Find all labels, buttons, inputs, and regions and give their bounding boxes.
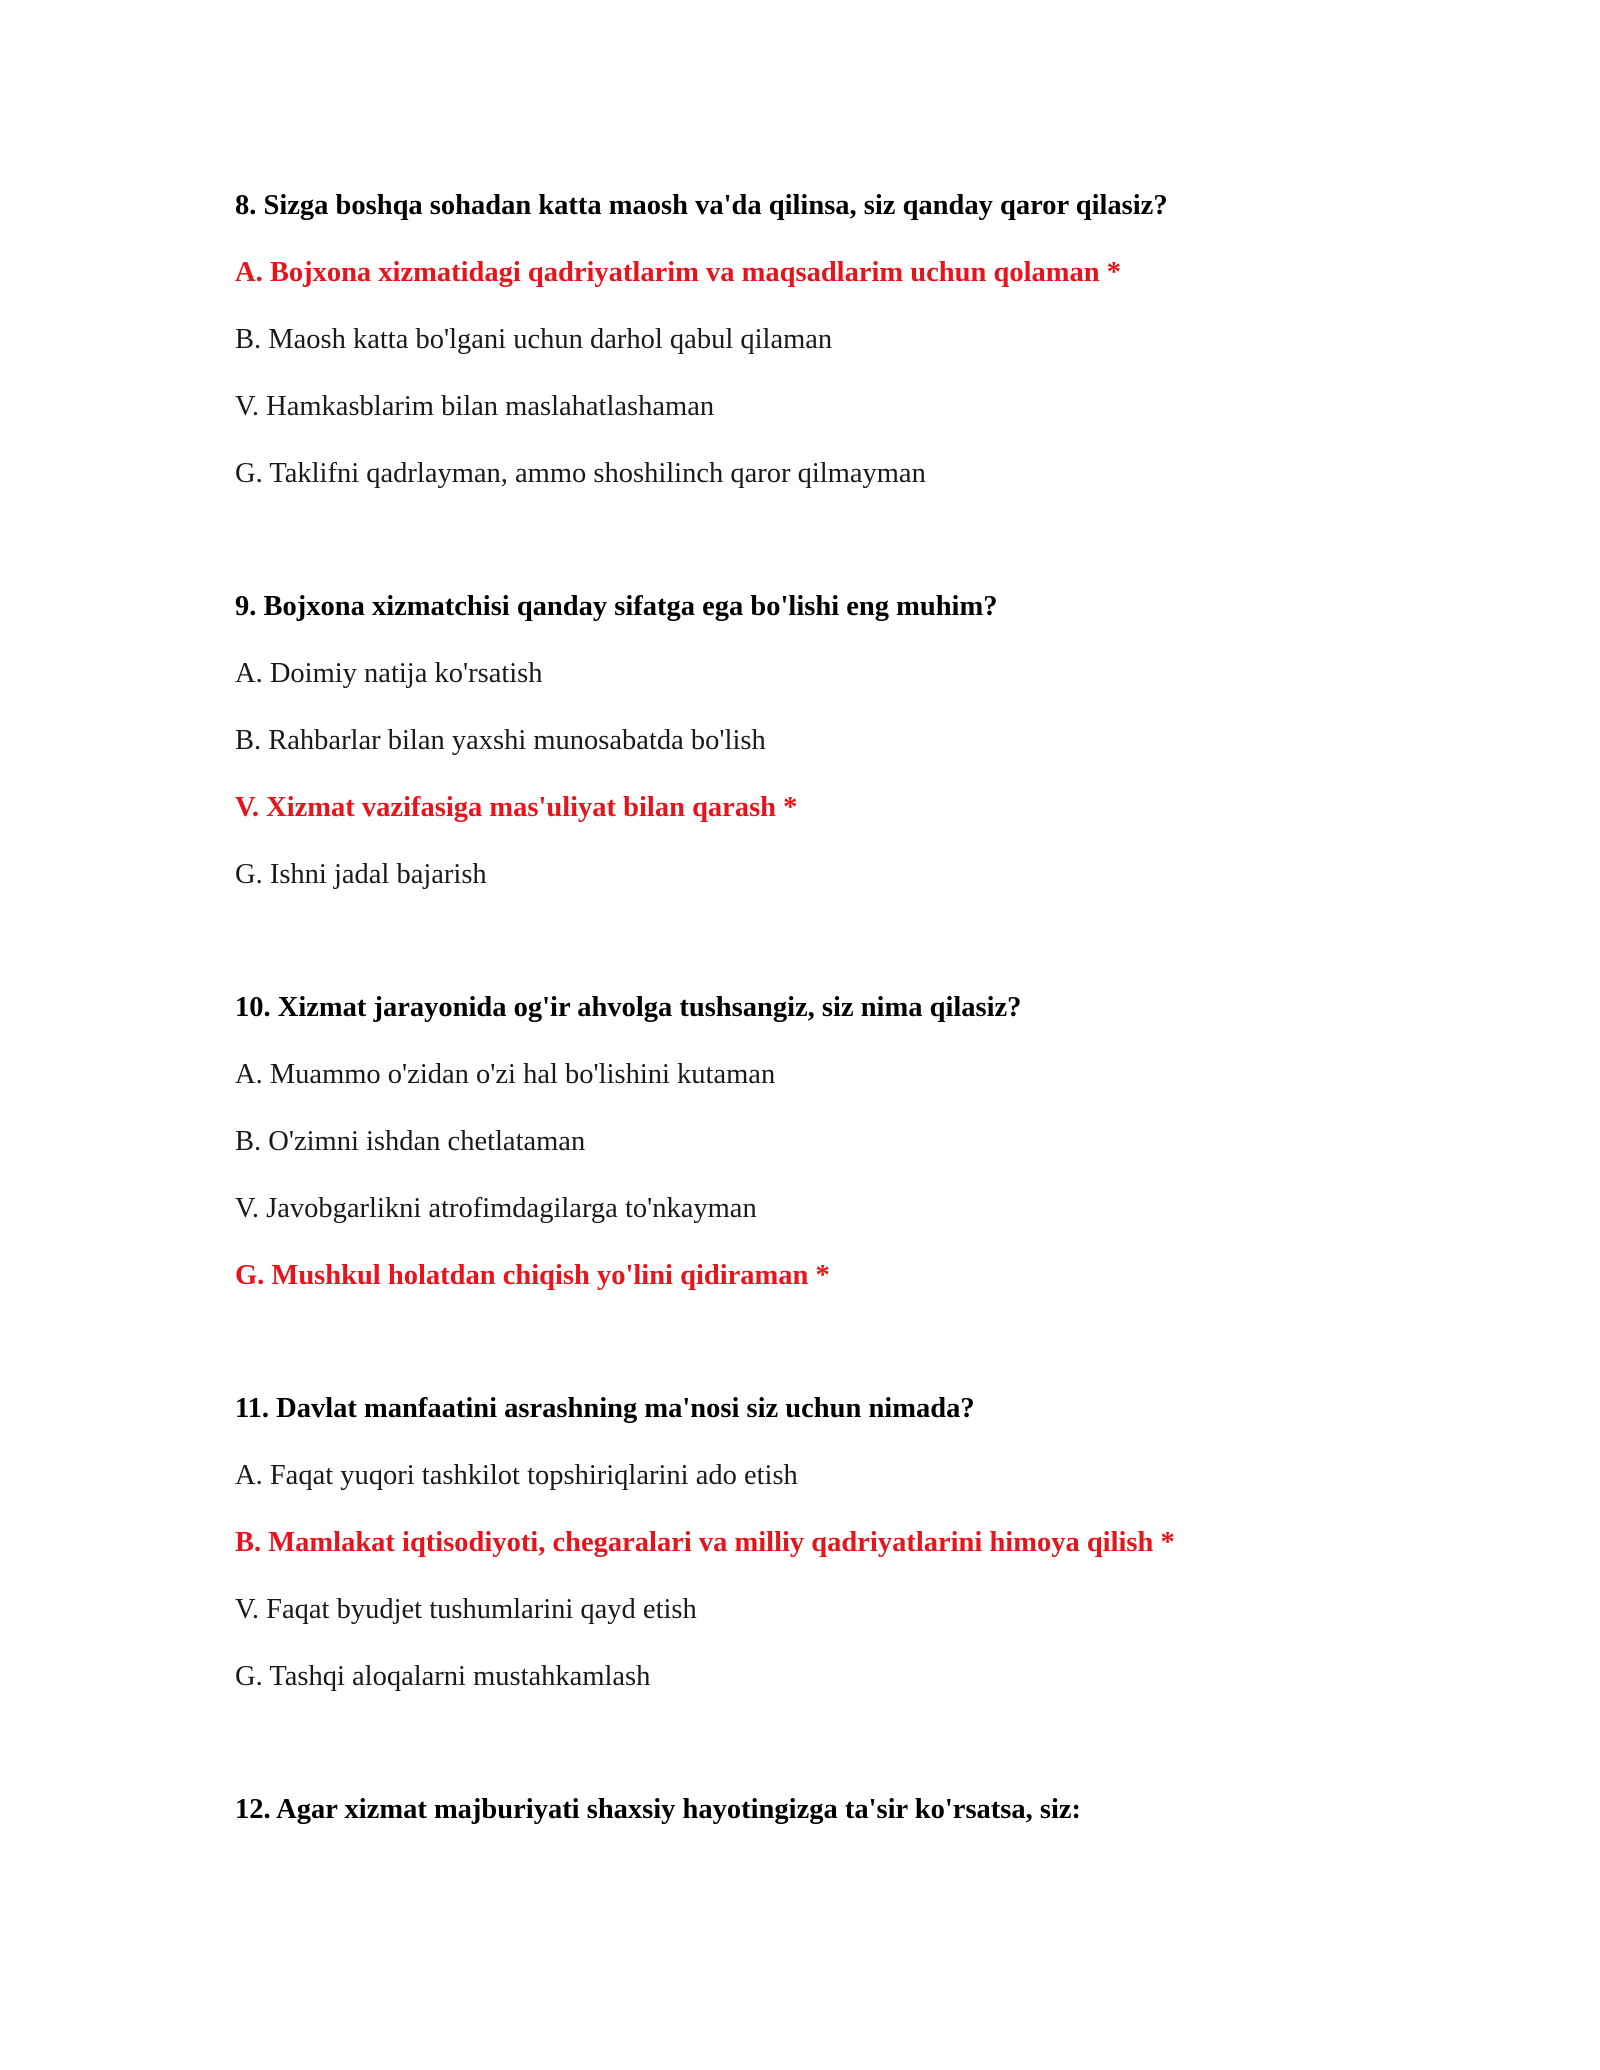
answer-option: B. Rahbarlar bilan yaxshi munosabatda bo'lish	[235, 725, 766, 756]
correct-answer-option: V. Xizmat vazifasiga mas'uliyat bilan qarash *	[235, 792, 798, 823]
answer-option: V. Hamkasblarim bilan maslahatlashaman	[235, 391, 715, 422]
correct-answer-option: A. Bojxona xizmatidagi qadriyatlarim va maqsadlarim uchun qolaman *	[235, 257, 1121, 288]
question-text: 8. Sizga boshqa sohadan katta maosh va'da qilinsa, siz qanday qaror qilasiz?	[235, 190, 1168, 221]
answer-option: A. Doimiy natija ko'rsatish	[235, 658, 543, 689]
answer-option: G. Taklifni qadrlayman, ammo shoshilinch qaror qilmayman	[235, 458, 926, 489]
answer-option: V. Faqat byudjet tushumlarini qayd etish	[235, 1594, 697, 1625]
answer-option: A. Muammo o'zidan o'zi hal bo'lishini kutaman	[235, 1059, 776, 1090]
question-text: 10. Xizmat jarayonida og'ir ahvolga tushsangiz, siz nima qilasiz?	[235, 992, 1022, 1023]
question-text: 11. Davlat manfaatini asrashning ma'nosi siz uchun nimada?	[235, 1393, 975, 1424]
correct-answer-option: G. Mushkul holatdan chiqish yo'lini qidiraman *	[235, 1260, 830, 1291]
answer-option: B. O'zimni ishdan chetlataman	[235, 1126, 586, 1157]
answer-option: V. Javobgarlikni atrofimdagilarga to'nkayman	[235, 1193, 757, 1224]
correct-answer-option: B. Mamlakat iqtisodiyoti, chegaralari va milliy qadriyatlarini himoya qilish *	[235, 1527, 1175, 1558]
question-text: 12. Agar xizmat majburiyati shaxsiy hayotingizga ta'sir ko'rsatsa, siz:	[235, 1794, 1082, 1825]
answer-option: B. Maosh katta bo'lgani uchun darhol qabul qilaman	[235, 324, 833, 355]
question-text: 9. Bojxona xizmatchisi qanday sifatga ega bo'lishi eng muhim?	[235, 591, 998, 622]
answer-option: A. Faqat yuqori tashkilot topshiriqlarini ado etish	[235, 1460, 798, 1491]
answer-option: G. Ishni jadal bajarish	[235, 859, 487, 890]
answer-option: G. Tashqi aloqalarni mustahkamlash	[235, 1661, 651, 1692]
